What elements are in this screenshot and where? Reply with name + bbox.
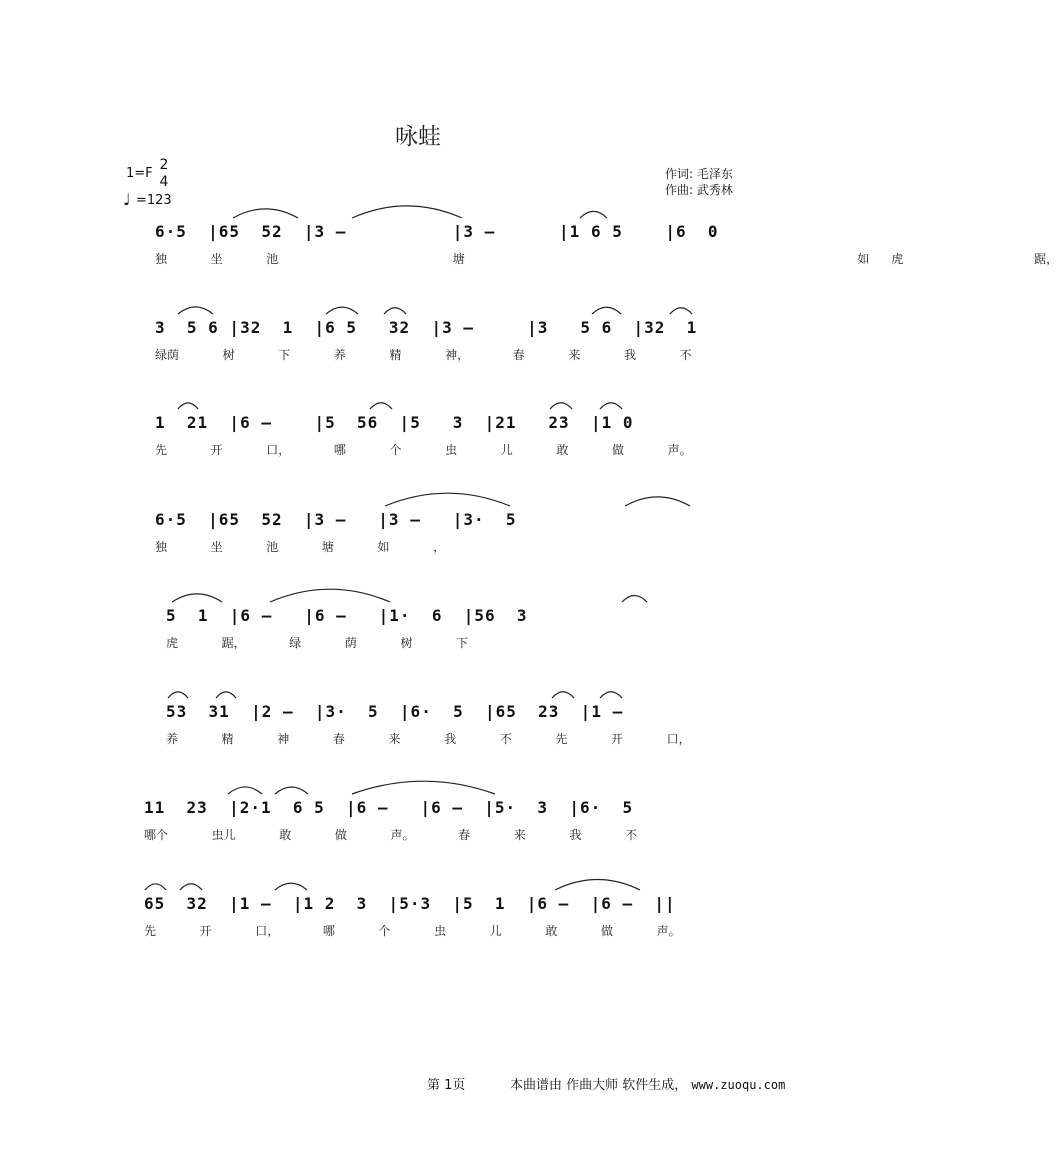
slur-group [0, 872, 891, 892]
slur-arc [592, 307, 621, 314]
slur-arc [622, 596, 647, 602]
slur-arc [625, 497, 690, 506]
slur-arc [216, 692, 236, 698]
row-notes: 11 23 |2·1 6 5 |6 – |6 – |5· 3 |6· 5 [144, 798, 634, 817]
row-notes: 6·5 |65 52 |3 – |3 – |3· 5 [155, 510, 517, 529]
row-notes: 6·5 |65 52 |3 – |3 – |1 6 5 |6 0 [155, 222, 719, 241]
slur-arc [178, 307, 213, 314]
row-notes: 1 21 |6 – |5 56 |5 3 |21 23 |1 0 [155, 413, 634, 432]
row-notes: 65 32 |1 – |1 2 3 |5·3 |5 1 |6 – |6 – || [144, 894, 676, 913]
slur-arc [228, 787, 262, 794]
slur-arc [233, 209, 298, 218]
row-lyrics: 养 精 神 春 来 我 不 先 开 口， [166, 732, 691, 746]
score-row [0, 413, 891, 483]
quarter-note-icon: ♩ [123, 190, 131, 209]
row-lyrics: 哪个 虫儿 敢 做 声。 春 来 我 不 [144, 828, 638, 842]
slur-arc [370, 403, 392, 409]
slur-arc [550, 403, 572, 409]
row-notes: 3 5 6 |32 1 |6 5 32 |3 – |3 5 6 |32 1 [155, 318, 698, 337]
slur-arc [555, 880, 640, 890]
slur-arc [178, 403, 198, 409]
slur-arc [352, 781, 495, 794]
score-row [0, 510, 891, 580]
slur-arc [600, 403, 622, 409]
time-signature-top: 2 [159, 157, 169, 173]
slur-arc [172, 594, 222, 602]
slur-group [0, 488, 891, 508]
slur-arc [600, 692, 622, 698]
row-lyrics: 先 开 口， 哪 个 虫 儿 敢 做 声。 [155, 443, 692, 457]
slur-group [0, 584, 891, 604]
row-lyrics: 独 坐 池 塘 如 ， [155, 540, 446, 554]
generator-text: 本曲谱由 作曲大师 软件生成， [510, 1078, 688, 1093]
slur-group [0, 680, 891, 700]
slur-group [0, 200, 891, 220]
slur-arc [384, 308, 406, 314]
time-signature-bottom: 4 [159, 174, 169, 190]
tempo-marking: =123 [136, 193, 172, 208]
song-title: 咏蛙 [395, 124, 441, 150]
row-lyrics: 先 开 口， 哪 个 虫 儿 敢 做 声。 [144, 924, 681, 938]
score-row [0, 606, 891, 676]
page-number: 第 1页 [427, 1078, 466, 1093]
row-lyrics: 虎 踞， 绿 荫 树 下 [166, 636, 469, 650]
composer-credit: 作曲: 武秀林 [665, 183, 733, 197]
slur-arc [385, 493, 510, 506]
row-lyrics: 独 坐 池 塘 如 虎 踞， [155, 252, 1058, 266]
score-row [0, 318, 891, 388]
score-row [0, 798, 891, 868]
slur-arc [670, 308, 692, 314]
generator-credit [510, 1074, 785, 1093]
score-row [0, 702, 891, 772]
score-row [0, 894, 891, 964]
generator-url[interactable]: www.zuoqu.com [691, 1078, 786, 1092]
slur-arc [352, 206, 462, 218]
slur-group [0, 296, 891, 316]
slur-arc [168, 692, 188, 698]
key-signature: 1=F [126, 166, 153, 181]
slur-group [0, 391, 891, 411]
slur-arc [180, 884, 202, 890]
lyricist-credit: 作词: 毛泽东 [665, 167, 733, 181]
slur-arc [580, 211, 607, 218]
row-notes: 53 31 |2 – |3· 5 |6· 5 |65 23 |1 – [166, 702, 624, 721]
row-notes: 5 1 |6 – |6 – |1· 6 |56 3 [166, 606, 528, 625]
slur-arc [552, 692, 574, 698]
slur-arc [145, 884, 166, 890]
slur-arc [270, 589, 390, 602]
slur-arc [275, 787, 308, 794]
score-row [0, 222, 1058, 292]
row-lyrics: 绿荫 树 下 养 精 神， 春 来 我 不 [155, 348, 692, 362]
slur-group [0, 776, 891, 796]
slur-arc [326, 307, 358, 314]
slur-arc [275, 883, 307, 890]
